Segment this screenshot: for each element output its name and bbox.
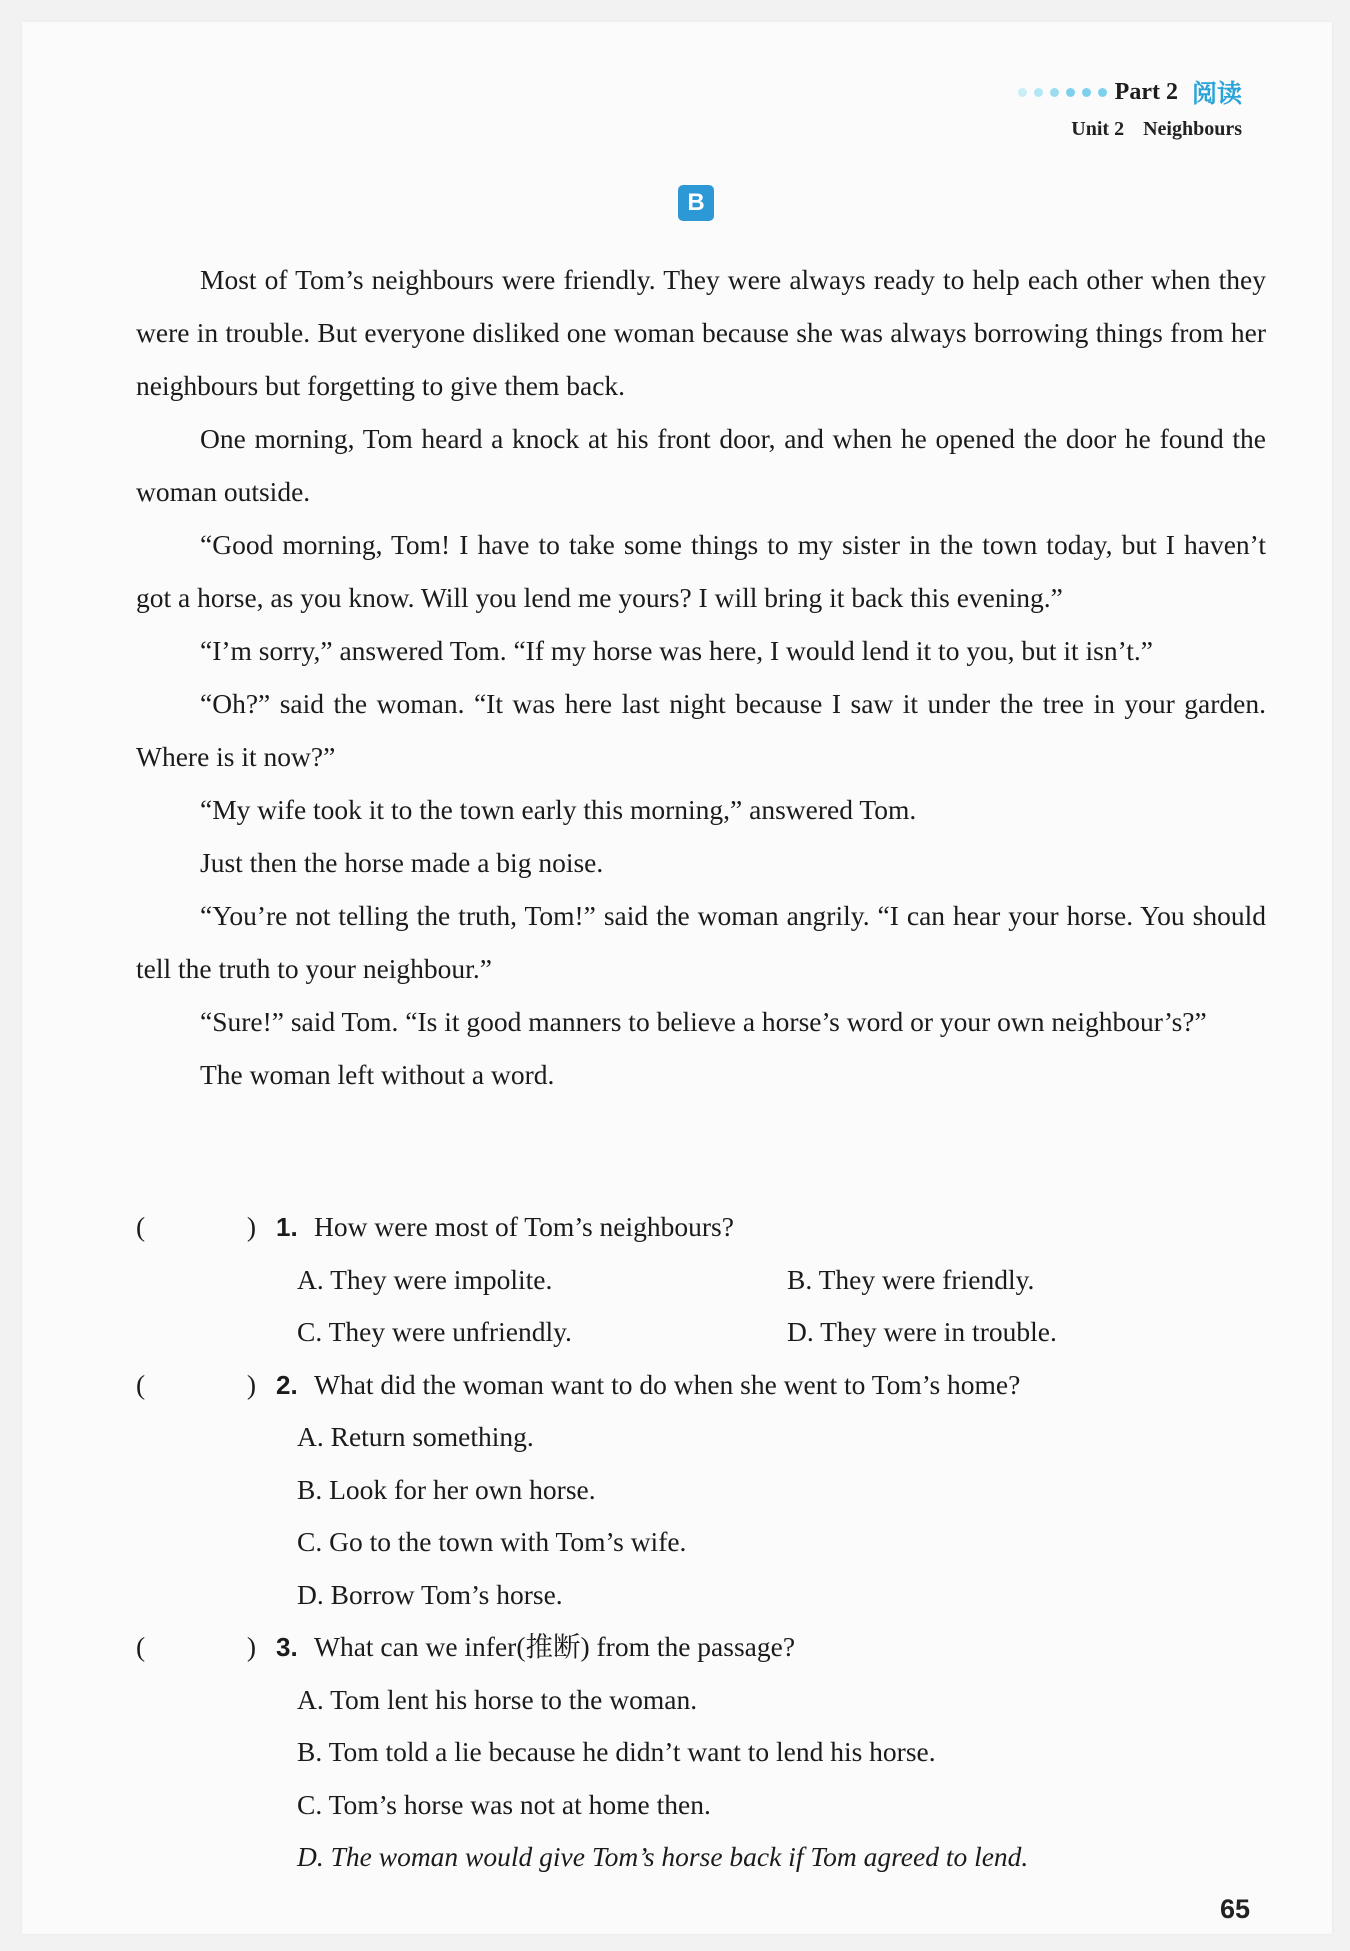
option-b: B. They were friendly. xyxy=(787,1263,1035,1295)
option-b: B. Tom told a lie because he didn’t want to lend his horse. xyxy=(297,1736,936,1767)
header-unit-label: Unit 2 xyxy=(1071,118,1125,140)
question-number: 3. xyxy=(276,1632,298,1662)
page-header xyxy=(1018,74,1242,141)
textbook-page xyxy=(22,22,1332,1934)
passage-paragraph: “Sure!” said Tom. “Is it good manners to believe a horse’s word or your own neighbour’s?” xyxy=(200,1006,1207,1037)
option-a: A. Tom lent his horse to the woman. xyxy=(297,1683,698,1715)
option-d: D. Borrow Tom’s horse. xyxy=(297,1578,563,1610)
header-part-label: Part 2 xyxy=(1114,78,1178,105)
question-number: 2. xyxy=(276,1369,298,1400)
option-a: A. They were impolite. xyxy=(297,1263,553,1295)
question-3 xyxy=(136,1621,1266,1674)
header-part-line xyxy=(1018,74,1242,110)
question-3-options xyxy=(136,1674,1266,1884)
passage-paragraph: “Good morning, Tom! I have to take some things to my sister in the town today, but I haven’t got a horse, as you know. Will you lend me yours? I will bring it back this evening.” xyxy=(136,529,1266,613)
answer-blank-3[interactable]: ( ) xyxy=(136,1631,256,1662)
option-c: C. Tom’s horse was not at home then. xyxy=(297,1788,711,1820)
passage-paragraph: Most of Tom’s neighbours were friendly. They were always ready to help each other when they were in trouble. But everyone disliked one woman because she was always borrowing things from her neighbours but forgetting to give them back. xyxy=(136,264,1266,401)
question-2 xyxy=(136,1359,1266,1412)
passage-paragraph: “You’re not telling the truth, Tom!” said the woman angrily. “I can hear your horse. You should tell the truth to your neighbour.” xyxy=(136,900,1266,984)
option-c: C. They were unfriendly. xyxy=(297,1316,572,1347)
option-d: D. They were in trouble. xyxy=(787,1316,1057,1347)
header-section-label: 阅读 xyxy=(1191,79,1242,108)
option-c: C. Go to the town with Tom’s wife. xyxy=(297,1526,687,1557)
question-text: What can we infer(推断) from the passage? xyxy=(314,1631,796,1662)
option-a: A. Return something. xyxy=(297,1421,534,1452)
passage-paragraph: “I’m sorry,” answered Tom. “If my horse was here, I would lend it to you, but it isn’t.” xyxy=(200,635,1153,666)
option-b: B. Look for her own horse. xyxy=(297,1473,596,1505)
passage-paragraph: “Oh?” said the woman. “It was here last night because I saw it under the tree in your garden. Where is it now?” xyxy=(136,688,1266,772)
page-number: 65 xyxy=(1219,1894,1250,1924)
section-badge: B xyxy=(678,185,714,221)
header-unit-line xyxy=(1018,118,1242,141)
question-1 xyxy=(136,1201,1266,1254)
header-unit-title: Neighbours xyxy=(1143,118,1242,140)
option-d: D. The woman would give Tom’s horse back if Tom agreed to lend. xyxy=(297,1841,1029,1872)
passage-paragraph: “My wife took it to the town early this morning,” answered Tom. xyxy=(200,794,917,825)
reading-passage xyxy=(136,253,1266,1101)
header-dots-decoration xyxy=(1018,88,1107,97)
passage-paragraph: Just then the horse made a big noise. xyxy=(200,847,604,878)
question-text: What did the woman want to do when she went to Tom’s home? xyxy=(314,1368,1021,1400)
answer-blank-1[interactable]: ( ) xyxy=(136,1211,256,1242)
passage-paragraph: One morning, Tom heard a knock at his front door, and when he opened the door he found the woman outside. xyxy=(136,423,1266,507)
question-2-options xyxy=(136,1411,1266,1621)
question-text: How were most of Tom’s neighbours? xyxy=(314,1211,734,1242)
passage-paragraph: The woman left without a word. xyxy=(200,1059,555,1090)
questions-section xyxy=(136,1201,1266,1884)
question-1-options xyxy=(136,1254,1266,1359)
question-number: 1. xyxy=(276,1212,298,1242)
answer-blank-2[interactable]: ( ) xyxy=(136,1368,256,1400)
